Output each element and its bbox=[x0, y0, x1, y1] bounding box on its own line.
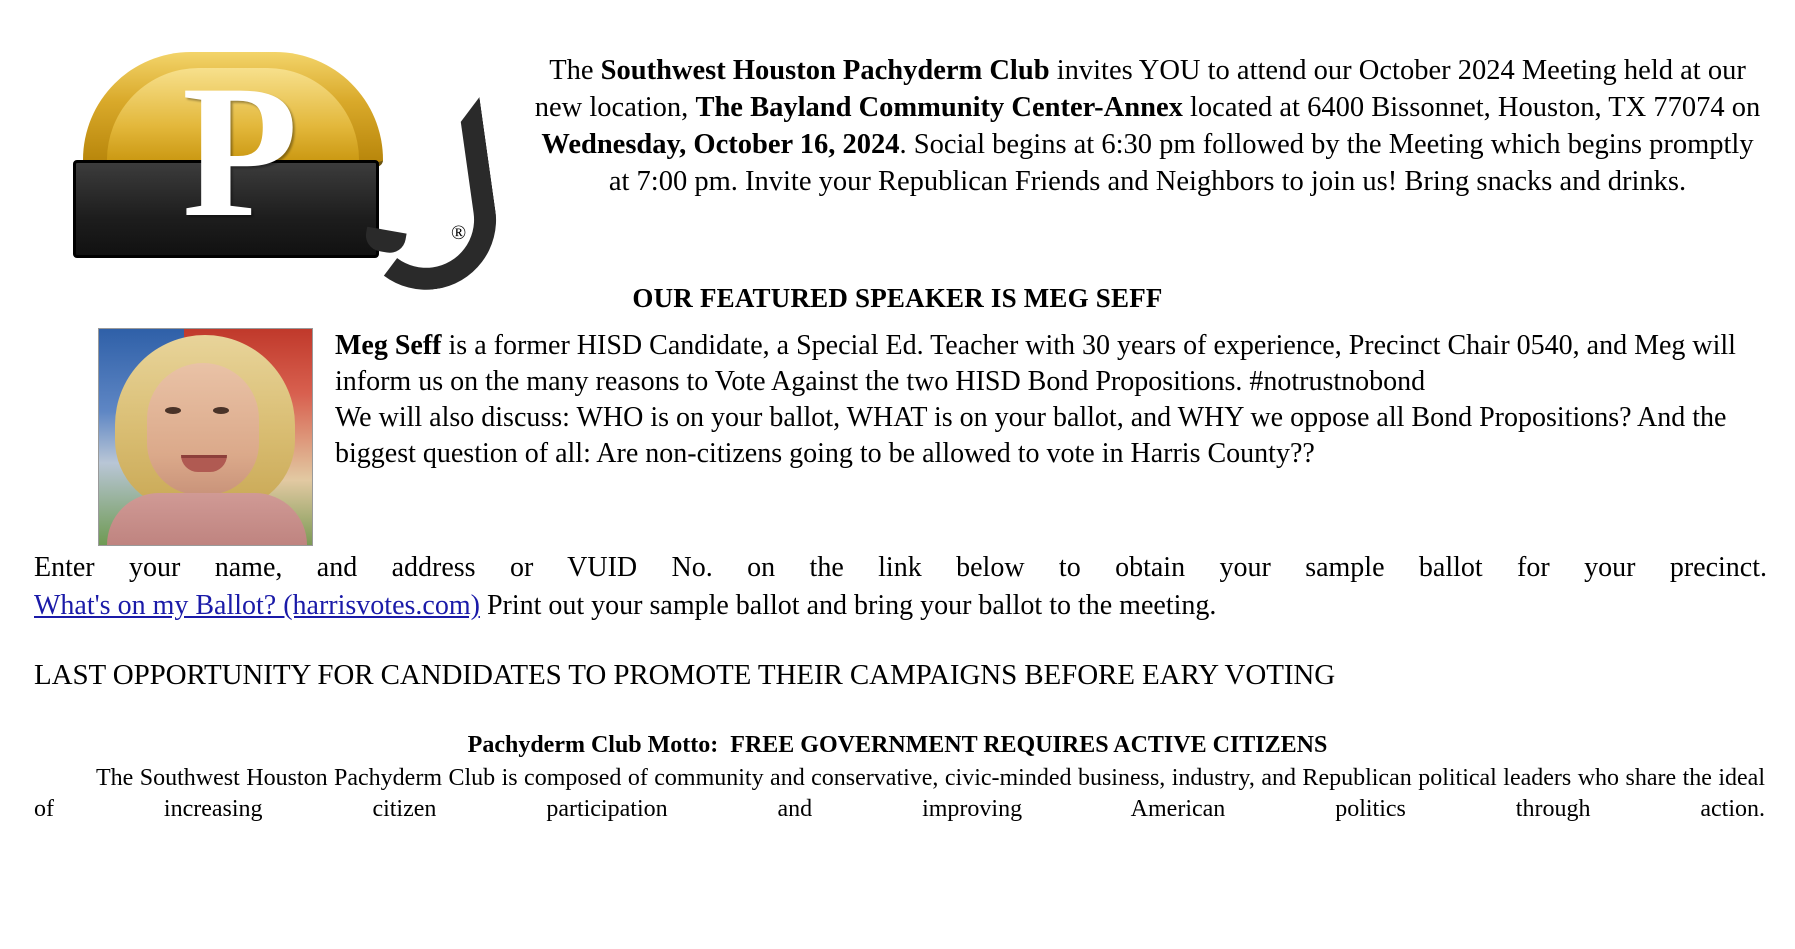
portrait-shirt bbox=[107, 493, 307, 545]
pachyderm-elephant-icon bbox=[65, 47, 485, 257]
ballot-link-tail: Print out your sample ballot and bring your ballot to the meeting. bbox=[479, 590, 1217, 622]
intro-venue-name: The Bayland Community Center-Annex bbox=[695, 92, 1183, 124]
logo-trunk-shape bbox=[341, 97, 505, 299]
intro-text-part2: invites YOU to attend our October 2024 Meeting held at our new location, bbox=[534, 55, 1746, 124]
ballot-instructions bbox=[0, 550, 1795, 625]
portrait-face bbox=[147, 363, 259, 495]
portrait-eye-right bbox=[213, 407, 229, 414]
motto-label: Pachyderm Club Motto: bbox=[467, 731, 719, 758]
ballot-instruction-line: Enter your name, and address or VUID No. on the link below to obtain your sample ballot for your precinct. bbox=[34, 552, 1767, 583]
speaker-row bbox=[0, 328, 1795, 546]
club-description-text: The Southwest Houston Pachyderm Club is composed of community and conservative, civic-minded business, industry, and Republican political leaders who share the ideal of increasing citizen participation and improving American politics through action. bbox=[34, 764, 1765, 823]
portrait-eye-left bbox=[165, 407, 181, 414]
club-description bbox=[0, 763, 1795, 826]
last-opportunity-notice: LAST OPPORTUNITY FOR CANDIDATES TO PROMOTE THEIR CAMPAIGNS BEFORE EARY VOTING bbox=[34, 658, 1336, 691]
header-row bbox=[0, 0, 1795, 257]
featured-speaker-heading: OUR FEATURED SPEAKER IS MEG SEFF bbox=[632, 283, 1163, 313]
speaker-bio-part1: is a former HISD Candidate, a Special Ed. Teacher with 30 years of experience, Precinct Chair 0540, and Meg will inform us on the many reasons to Vote Against the two HISD Bond Propositions. #notrustnobond bbox=[335, 330, 1736, 398]
logo-container bbox=[0, 47, 530, 257]
club-motto bbox=[0, 732, 1795, 759]
intro-text-part4: . Social begins at 6:30 pm followed by the Meeting which begins promptly at 7:00 pm. Invite your Republican Friends and Neighbors to join us! Bring snacks and drinks. bbox=[608, 129, 1754, 198]
ballot-link-line bbox=[34, 588, 1767, 624]
speaker-portrait-image bbox=[98, 328, 313, 546]
harrisvotes-ballot-link[interactable]: What's on my Ballot? (harrisvotes.com) bbox=[34, 590, 480, 622]
intro-text-part3: located at 6400 Bissonnet, Houston, TX 77074 on bbox=[1182, 92, 1761, 124]
intro-text-part1: The bbox=[549, 55, 601, 86]
speaker-bio-part2: We will also discuss: WHO is on your ballot, WHAT is on your ballot, and WHY we oppose all Bond Propositions? And the biggest question of all: Are non-citizens going to be allowed to vote in Harris County?? bbox=[335, 402, 1727, 470]
intro-meeting-date: Wednesday, October 16, 2024 bbox=[541, 129, 900, 161]
speaker-name: Meg Seff bbox=[335, 330, 442, 361]
speaker-bio bbox=[313, 328, 1795, 472]
logo-letter-p: P bbox=[181, 47, 299, 257]
intro-paragraph bbox=[530, 52, 1795, 200]
registered-trademark-icon: ® bbox=[451, 222, 467, 244]
motto-text: FREE GOVERNMENT REQUIRES ACTIVE CITIZENS bbox=[730, 731, 1328, 758]
intro-org-name: Southwest Houston Pachyderm Club bbox=[600, 55, 1050, 86]
